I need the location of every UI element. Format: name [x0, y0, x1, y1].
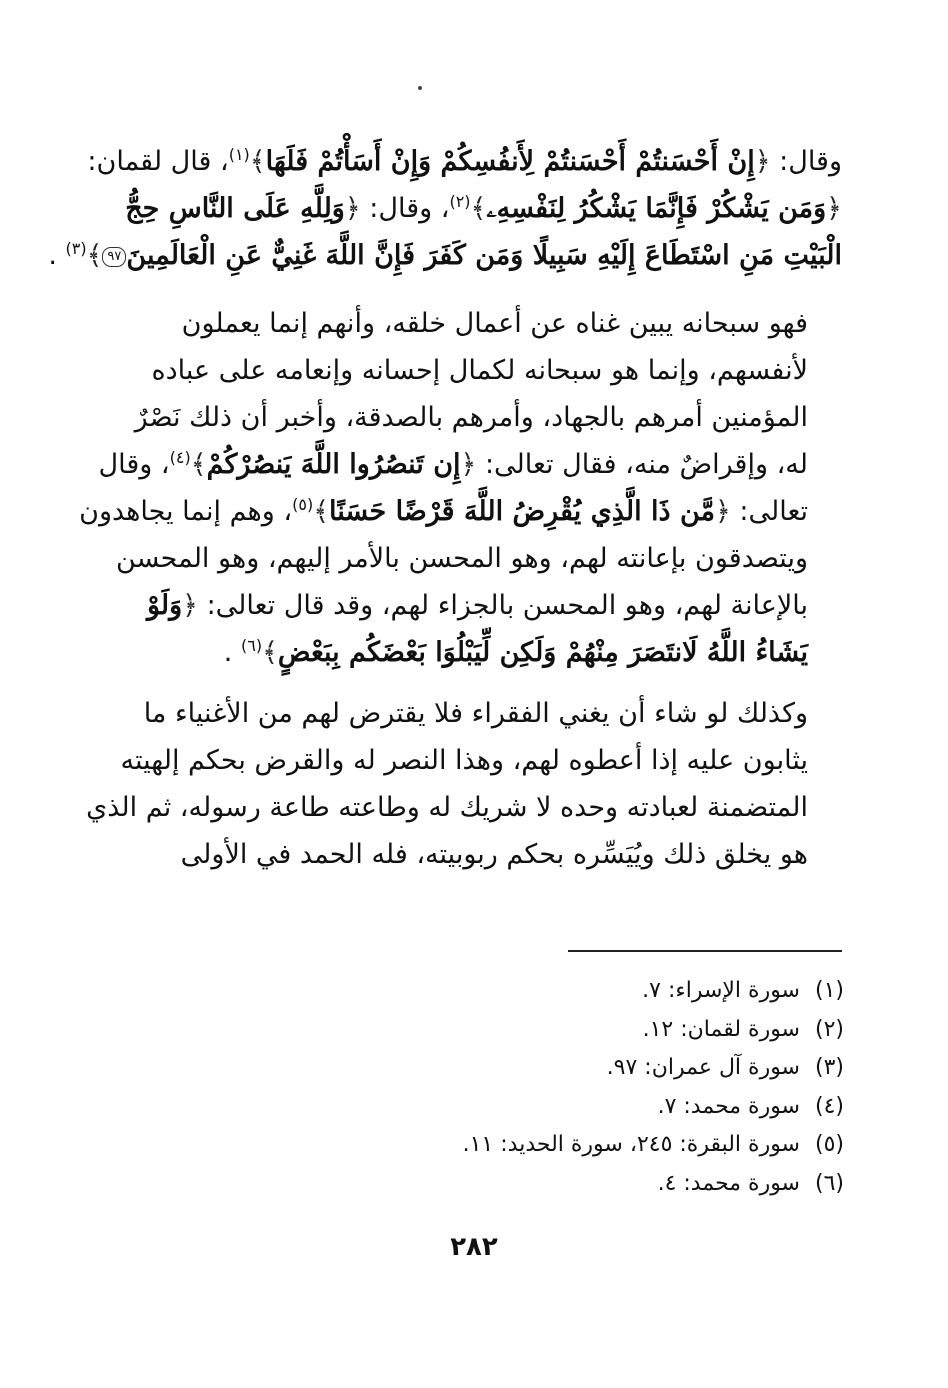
text-line — [106, 831, 842, 878]
quran-verse: مَّن ذَا الَّذِي يُقْرِضُ اللَّهَ قَرْضًا حَسَنًا — [329, 496, 715, 527]
footnote-text: سورة الإسراء: ٧. — [642, 978, 800, 1003]
footnote-ref[interactable]: (١) — [228, 145, 250, 164]
footnote-item — [344, 1126, 844, 1165]
verse-close-bracket: ﴾ — [470, 193, 487, 224]
footnote-number: (٤) — [814, 1093, 844, 1119]
footnote-item — [344, 1088, 844, 1127]
verse-open-bracket: ﴿ — [460, 449, 477, 480]
prose: . — [223, 637, 241, 668]
footnote-ref[interactable]: (٢) — [449, 192, 471, 211]
text-line — [106, 347, 842, 394]
verse-open-bracket: ﴿ — [344, 193, 361, 224]
prose: . — [48, 240, 66, 271]
footnote-item — [344, 1049, 844, 1088]
text-line — [106, 737, 842, 784]
prose: بالإعانة لهم، وهو المحسن بالجزاء لهم، وقد قال تعالى: — [197, 590, 808, 621]
verse-open-bracket: ﴿ — [826, 193, 842, 224]
verse-open-bracket: ﴿ — [182, 590, 198, 621]
footnote-number: (٣) — [814, 1055, 844, 1080]
prose: ، وقال — [98, 449, 170, 480]
footnote-separator — [568, 950, 842, 952]
prose: يثابون عليه إذا أعطوه لهم، وهذا النصر له والقرض بحكم إلهيته — [120, 745, 808, 776]
text-line — [86, 784, 842, 831]
footnote-ref[interactable]: (٥) — [292, 495, 314, 514]
footnote-text: سورة لقمان: ١٢. — [642, 1016, 800, 1042]
footnote-text: سورة محمد: ٤. — [657, 1170, 800, 1196]
verse-close-bracket: ﴾ — [262, 637, 278, 668]
footnote-number: (١) — [814, 978, 844, 1003]
text-line — [79, 488, 842, 535]
quran-verse: إِنْ أَحْسَنتُمْ أَحْسَنتُمْ لِأَنفُسِكُمْ وَإِنْ أَسَأْتُمْ فَلَهَا — [265, 146, 755, 177]
paragraph-2 — [79, 300, 842, 676]
text-line — [48, 232, 842, 279]
footnote-item — [344, 972, 844, 1011]
quran-verse: وَلِلَّهِ عَلَى النَّاسِ حِجُّ — [125, 193, 345, 224]
verse-close-bracket: ﴾ — [249, 146, 266, 177]
quran-verse: إِن تَنصُرُوا اللَّهَ يَنصُرْكُمْ — [206, 449, 461, 480]
quran-verse: يَشَاءُ اللَّهُ لَانتَصَرَ مِنْهُمْ وَلَكِن لِّيَبْلُوَا بَعْضَكُم بِبَعْضٍ — [277, 637, 808, 668]
footnote-text: سورة البقرة: ٢٤٥، سورة الحديد: ١١. — [462, 1132, 800, 1157]
prose: وكذلك لو شاء أن يغني الفقراء فلا يقترض لهم من الأغنياء ما — [143, 698, 808, 729]
page-number: ٢٨٢ — [450, 1232, 498, 1262]
footnote-ref[interactable]: (٦) — [240, 636, 263, 655]
prose: ويتصدقون بإعانته لهم، وهو المحسن بالأمر إليهم، وهو المحسن — [116, 543, 808, 574]
footnotes-list — [344, 972, 844, 1203]
prose: المتضمنة لعبادته وحده لا شريك له وطاعته طاعة رسوله، ثم الذي — [86, 792, 808, 823]
ayah-number-marker: ٩٧ — [102, 247, 126, 267]
footnote-item — [344, 1165, 844, 1204]
footnote-ref[interactable]: (٤) — [169, 448, 191, 467]
text-line — [106, 535, 842, 582]
footnote-text: سورة آل عمران: ٩٧. — [606, 1055, 800, 1080]
prose: وقال: — [770, 146, 842, 177]
prose: المؤمنين أمرهم بالجهاد، وأمرهم بالصدقة، وأخبر أن ذلك نَصْرٌ — [134, 402, 808, 433]
prose: له، وإقراضٌ منه، فقال تعالى: — [476, 449, 808, 480]
prose: تعالى: — [730, 496, 808, 527]
quran-verse: وَلَوْ — [146, 590, 183, 621]
verse-close-bracket: ﴾ — [86, 240, 103, 271]
text-line — [106, 394, 842, 441]
top-dot-mark — [418, 86, 422, 90]
prose: ، وهم إنما يجاهدون — [79, 496, 293, 527]
paragraph-3 — [86, 690, 842, 878]
verse-close-bracket: ﴾ — [190, 449, 207, 480]
footnote-ref[interactable]: (٣) — [65, 239, 87, 258]
quran-verse: الْبَيْتِ مَنِ اسْتَطَاعَ إِلَيْهِ سَبِيلًا وَمَن كَفَرَ فَإِنَّ اللَّهَ غَنِيٌّ عَنِ الْعَالَمِينَ — [126, 240, 842, 271]
text-line — [106, 300, 842, 347]
footnote-number: (٥) — [814, 1132, 844, 1157]
text-line — [106, 629, 842, 676]
footnote-number: (٢) — [814, 1016, 844, 1042]
text-line — [87, 138, 842, 185]
prose: هو يخلق ذلك ويُيَسِّره بحكم ربوبيته، فله الحمد في الأولى — [180, 839, 808, 870]
prose: لأنفسهم، وإنما هو سبحانه لكمال إحسانه وإنعامه على عباده — [151, 355, 808, 386]
text-line — [106, 185, 842, 232]
quran-verse: وَمَن يَشْكُرْ فَإِنَّمَا يَشْكُرُ لِنَفْسِهِۦ — [486, 193, 827, 224]
verse-open-bracket: ﴿ — [754, 146, 771, 177]
footnote-item — [344, 1011, 844, 1050]
verse-close-bracket: ﴾ — [313, 496, 330, 527]
verse-open-bracket: ﴿ — [714, 496, 731, 527]
text-line — [106, 690, 842, 737]
text-line — [106, 582, 842, 629]
prose: ، وقال: — [360, 193, 450, 224]
footnote-text: سورة محمد: ٧. — [657, 1093, 800, 1119]
prose: فهو سبحانه يبين غناه عن أعمال خلقه، وأنهم إنما يعملون — [181, 308, 808, 339]
text-line — [98, 441, 842, 488]
paragraph-1 — [48, 138, 842, 279]
prose: ، قال لقمان: — [87, 146, 229, 177]
footnote-number: (٦) — [814, 1170, 844, 1196]
